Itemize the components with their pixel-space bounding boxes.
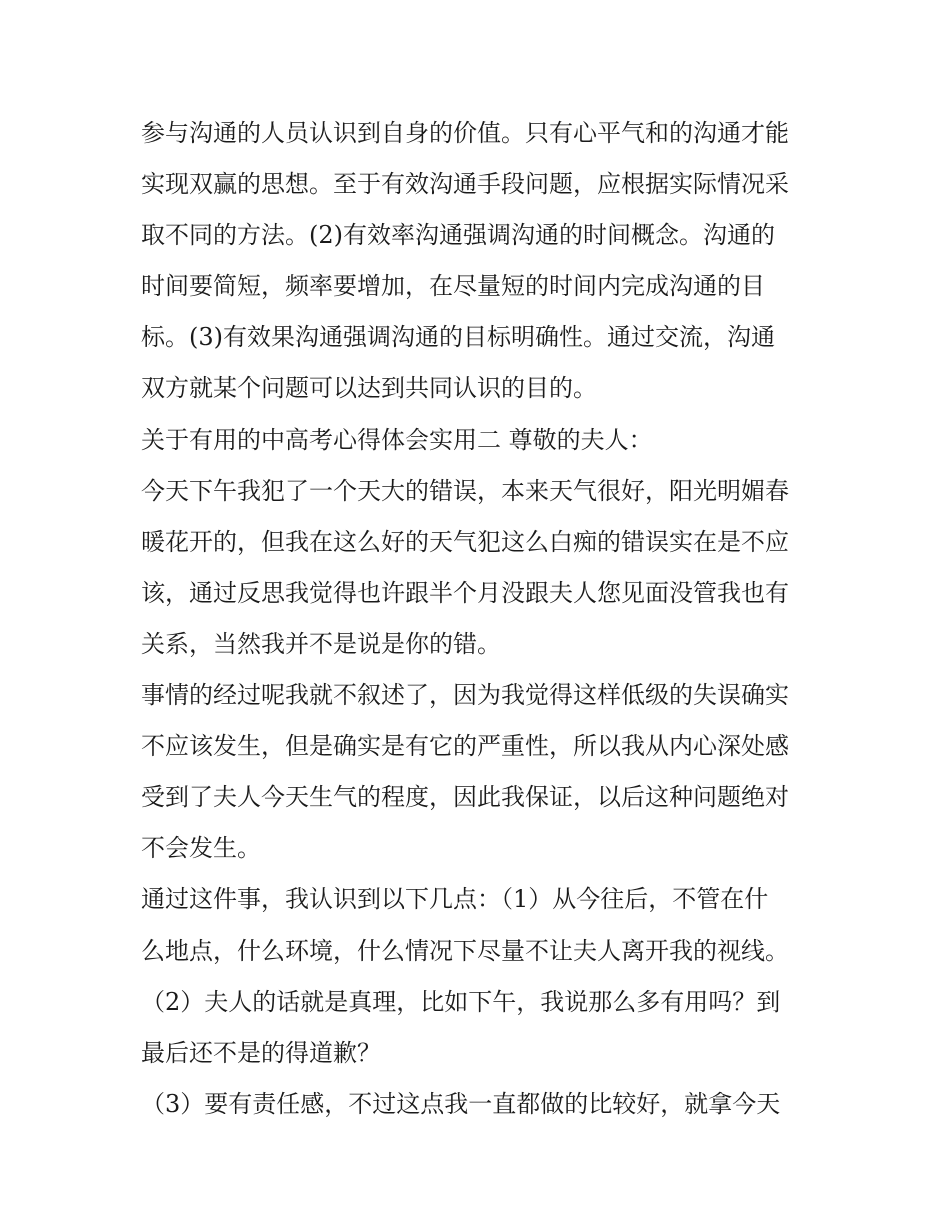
text-line: 实现双赢的思想。至于有效沟通手段问题，应根据实际情况采 <box>141 170 789 199</box>
text-line: 不应该发生，但是确实是有它的严重性，所以我从内心深处感 <box>141 732 789 761</box>
body-text <box>141 108 821 1130</box>
section-heading-line: 关于有用的中高考心得体会实用二 尊敬的夫人： <box>141 425 653 454</box>
text-line: 该，通过反思我觉得也许跟半个月没跟夫人您见面没管我也有 <box>141 578 789 607</box>
text-line: 取不同的方法。(2)有效率沟通强调沟通的时间概念。沟通的 <box>141 221 775 250</box>
text-line: 么地点，什么环境，什么情况下尽量不让夫人离开我的视线。 <box>141 936 789 965</box>
text-line: 不会发生。 <box>141 834 261 863</box>
text-line: 今天下午我犯了一个天大的错误，本来天气很好，阳光明媚春 <box>141 476 789 505</box>
text-line: 事情的经过呢我就不叙述了，因为我觉得这样低级的失误确实 <box>141 681 789 710</box>
text-line: 暖花开的，但我在这么好的天气犯这么白痴的错误实在是不应 <box>141 527 789 556</box>
text-line: 最后还不是的得道歉？ <box>141 1038 381 1067</box>
text-line: 时间要简短，频率要增加，在尽量短的时间内完成沟通的目 <box>141 272 765 301</box>
text-line: 双方就某个问题可以达到共同认识的目的。 <box>141 374 597 403</box>
text-line: 受到了夫人今天生气的程度，因此我保证，以后这种问题绝对 <box>141 783 789 812</box>
text-line: （3）要有责任感，不过这点我一直都做的比较好，就拿今天 <box>141 1089 781 1118</box>
text-line: 参与沟通的人员认识到自身的价值。只有心平气和的沟通才能 <box>141 119 789 147</box>
text-line: 通过这件事，我认识到以下几点：（1）从今往后，不管在什 <box>141 885 769 914</box>
text-line: 关系，当然我并不是说是你的错。 <box>141 629 501 658</box>
text-line: 标。(3)有效果沟通强调沟通的目标明确性。通过交流，沟通 <box>141 323 775 352</box>
text-line: （2）夫人的话就是真理，比如下午，我说那么多有用吗？到 <box>141 987 781 1016</box>
